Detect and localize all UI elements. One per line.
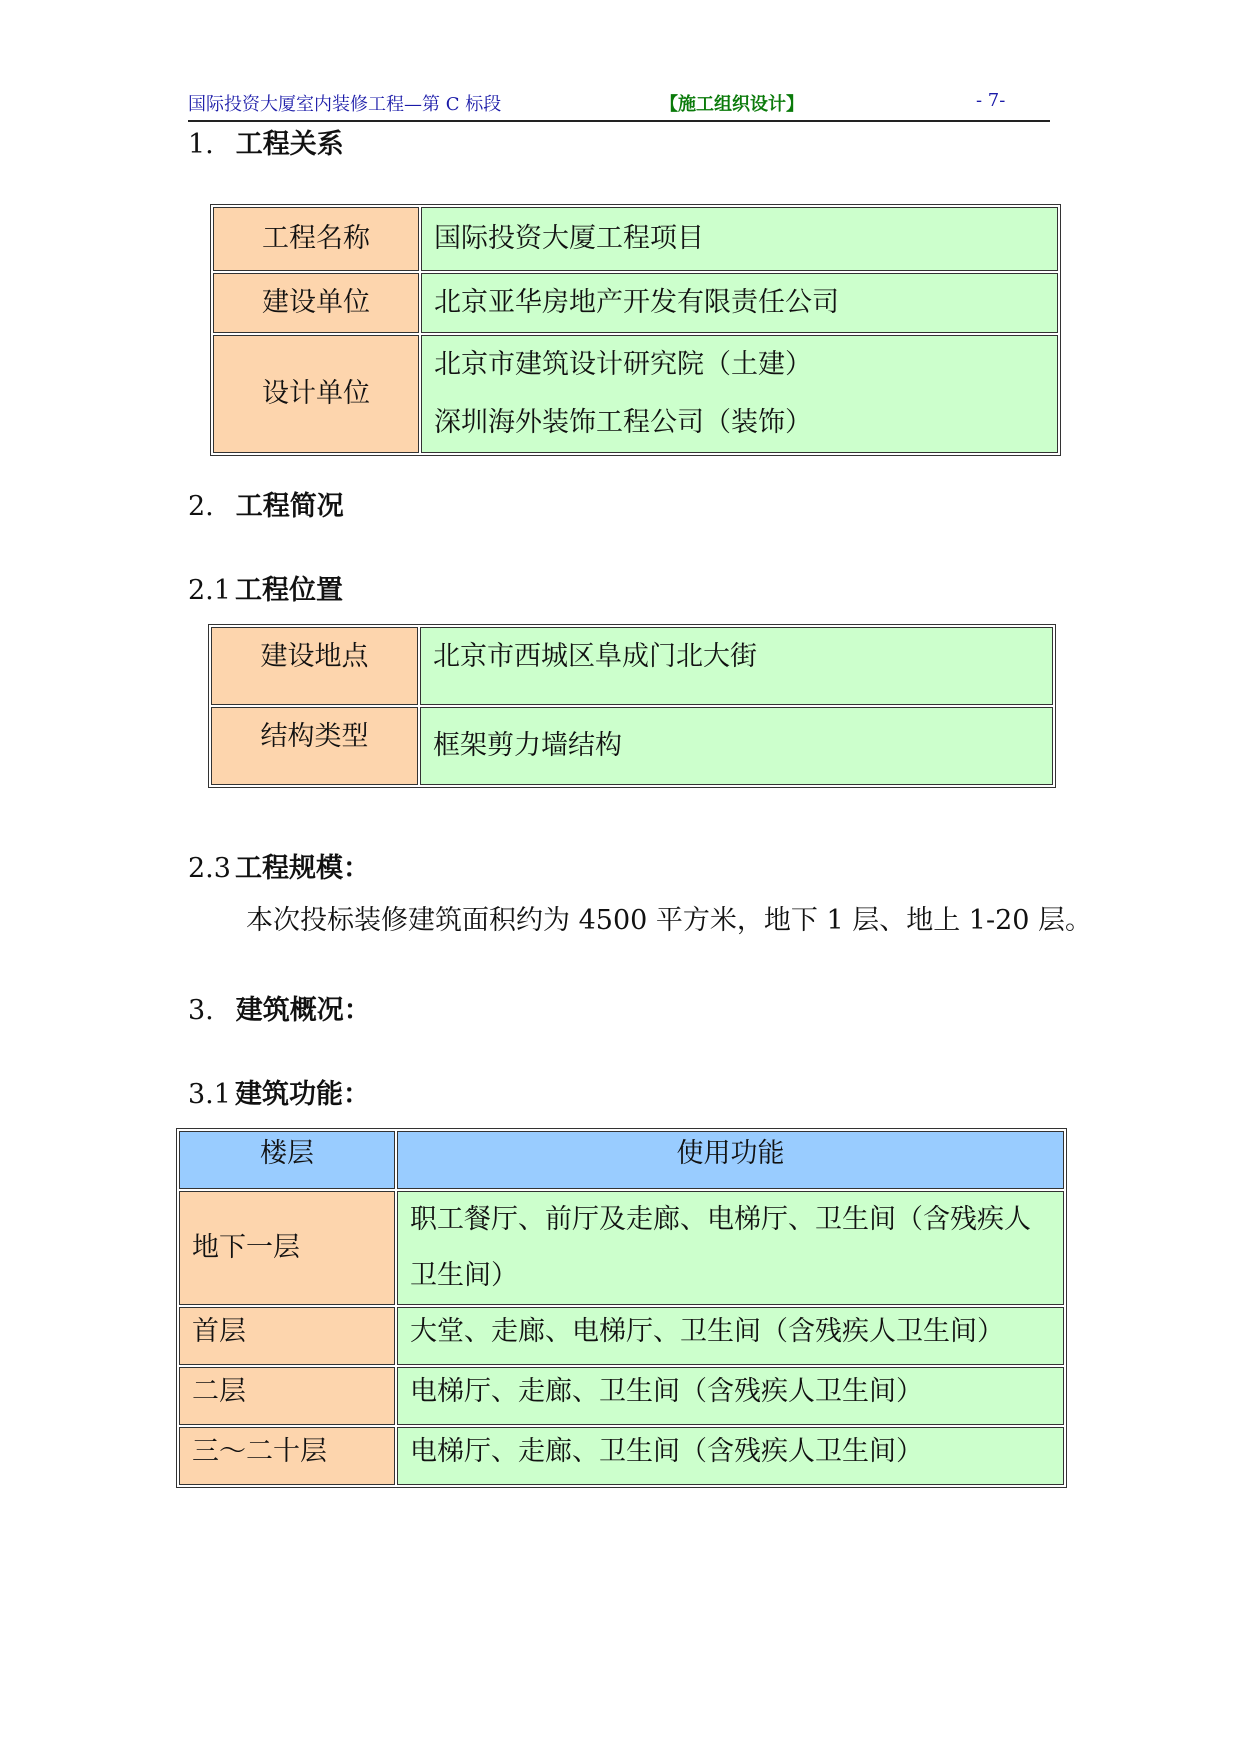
design-unit-civil: 北京市建筑设计研究院（土建） (434, 349, 812, 380)
header-page-number: - 7- (976, 90, 1006, 111)
section-3-title: 建筑概况： (235, 995, 371, 1026)
project-relations-table (210, 204, 1061, 456)
row-value: 国际投资大厦工程项目 (421, 207, 1058, 271)
table-row (179, 1367, 1064, 1425)
row-label: 建设单位 (213, 273, 419, 333)
floor-cell: 三～二十层 (179, 1427, 395, 1485)
function-cell: 电梯厅、走廊、卫生间（含残疾人卫生间） (397, 1367, 1064, 1425)
section-3-1-title: 建筑功能： (234, 1079, 370, 1110)
section-2-heading (188, 484, 344, 523)
table-row (211, 707, 1053, 785)
building-function-table (176, 1128, 1067, 1488)
project-scale-text: 本次投标装修建筑面积约为 4500 平方米，地下 1 层、地上 1-20 层。 (246, 905, 1093, 936)
table-row (211, 627, 1053, 705)
column-header-function: 使用功能 (397, 1131, 1064, 1189)
row-label: 工程名称 (213, 207, 419, 271)
section-2-3-title: 工程规模： (234, 853, 370, 884)
section-2-1-number: 2.1 (188, 575, 231, 606)
column-header-floor: 楼层 (179, 1131, 395, 1189)
function-cell: 大堂、走廊、电梯厅、卫生间（含残疾人卫生间） (397, 1307, 1064, 1365)
table-row (179, 1427, 1064, 1485)
table-row (213, 335, 1058, 453)
table-row (179, 1307, 1064, 1365)
section-1-title: 工程关系 (235, 129, 344, 160)
section-2-title: 工程简况 (235, 491, 344, 522)
table-row (179, 1191, 1064, 1305)
section-2-3-number: 2.3 (188, 853, 231, 884)
design-unit-decoration: 深圳海外装饰工程公司（装饰） (434, 407, 812, 438)
section-3-1-heading (188, 1072, 370, 1111)
table-header-row (179, 1131, 1064, 1189)
header-project-title: 国际投资大厦室内装修工程—第 C 标段 (188, 94, 502, 115)
section-3-heading (188, 988, 371, 1027)
row-label: 结构类型 (211, 707, 418, 785)
section-3-1-number: 3.1 (188, 1079, 231, 1110)
section-1-number: 1. (188, 129, 214, 160)
function-cell: 电梯厅、走廊、卫生间（含残疾人卫生间） (397, 1427, 1064, 1485)
project-location-table (208, 624, 1056, 788)
row-label: 设计单位 (213, 335, 419, 453)
row-value (421, 335, 1058, 453)
section-2-1-title: 工程位置 (234, 575, 343, 606)
function-cell: 职工餐厅、前厅及走廊、电梯厅、卫生间（含残疾人卫生间） (397, 1191, 1064, 1305)
header-document-type: 【施工组织设计】 (660, 94, 804, 115)
section-2-1-heading (188, 568, 343, 607)
page-header (188, 88, 1050, 122)
floor-cell: 二层 (179, 1367, 395, 1425)
row-label: 建设地点 (211, 627, 418, 705)
section-1-heading (188, 122, 344, 161)
row-value: 框架剪力墙结构 (420, 707, 1053, 785)
table-row (213, 207, 1058, 271)
section-2-number: 2. (188, 491, 214, 522)
floor-cell: 首层 (179, 1307, 395, 1365)
floor-cell: 地下一层 (179, 1191, 395, 1305)
table-row (213, 273, 1058, 333)
section-2-3-heading (188, 846, 370, 885)
row-value: 北京市西城区阜成门北大街 (420, 627, 1053, 705)
section-3-number: 3. (188, 995, 214, 1026)
row-value: 北京亚华房地产开发有限责任公司 (421, 273, 1058, 333)
